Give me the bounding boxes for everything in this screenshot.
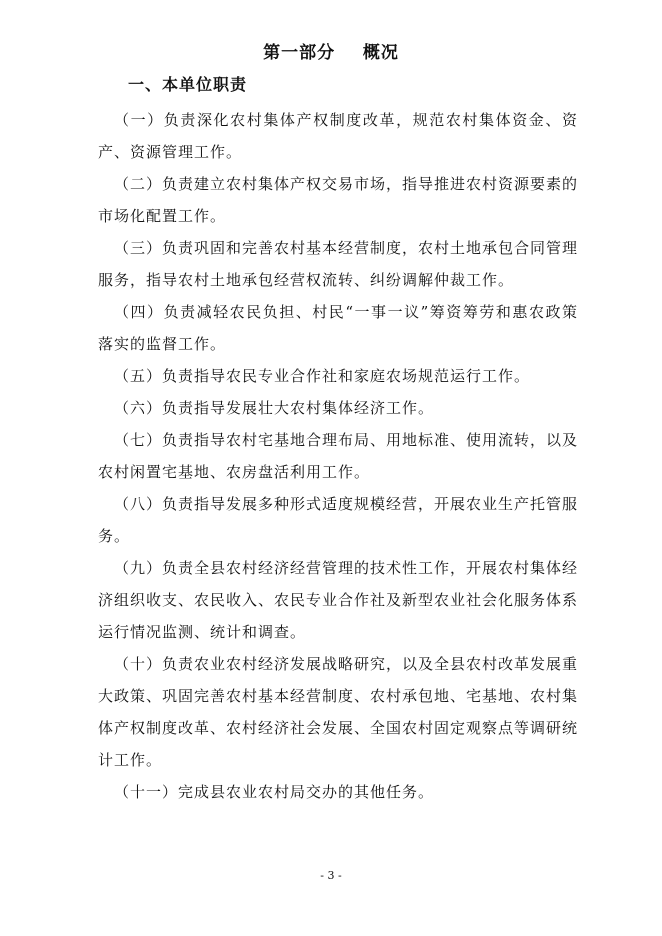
- duty-paragraph: （九）负责全县农村经济经营管理的技术性工作，开展农村集体经济组织收支、农民收入、农民专业合作社及新型农业社会化服务体系运行情况监测、统计和调查。: [98, 559, 579, 641]
- duty-paragraph: （一）负责深化农村集体产权制度改革，规范农村集体资金、资产、资源管理工作。: [98, 111, 578, 161]
- duty-paragraph: （四）负责减轻农民负担、村民“一事一议”筹资筹劳和惠农政策落实的监督工作。: [98, 303, 578, 353]
- duty-paragraph: （十）负责农业农村经济发展战略研究，以及全县农村改革发展重大政策、巩固完善农村基本经营制度、农村承包地、宅基地、农村集体产权制度改革、农村经济社会发展、全国农村固定观察点等调研统计工作。: [98, 655, 579, 769]
- duty-paragraph: （八）负责指导发展多种形式适度规模经营，开展农业生产托管服务。: [98, 495, 579, 545]
- duty-paragraph: （三）负责巩固和完善农村基本经营制度，农村土地承包合同管理服务，指导农村土地承包经营权流转、纠纷调解仲裁工作。: [98, 239, 579, 289]
- duty-paragraph: （二）负责建立农村集体产权交易市场，指导推进农村资源要素的市场化配置工作。: [98, 175, 579, 225]
- section-heading: 一、本单位职责: [128, 75, 248, 94]
- duty-paragraph: （十一）完成县农业农村局交办的其他任务。: [114, 783, 435, 801]
- page-title: 第一部分 概况: [263, 43, 399, 63]
- duty-paragraph: （六）负责指导发展壮大农村集体经济工作。: [114, 399, 435, 417]
- duty-paragraph: （五）负责指导农民专业合作社和家庭农场规范运行工作。: [114, 367, 531, 385]
- duty-paragraph: （七）负责指导农村宅基地合理布局、用地标准、使用流转，以及农村闲置宅基地、农房盘活利用工作。: [98, 431, 579, 481]
- page-number: - 3 -: [320, 869, 342, 882]
- duty-list: [98, 104, 578, 808]
